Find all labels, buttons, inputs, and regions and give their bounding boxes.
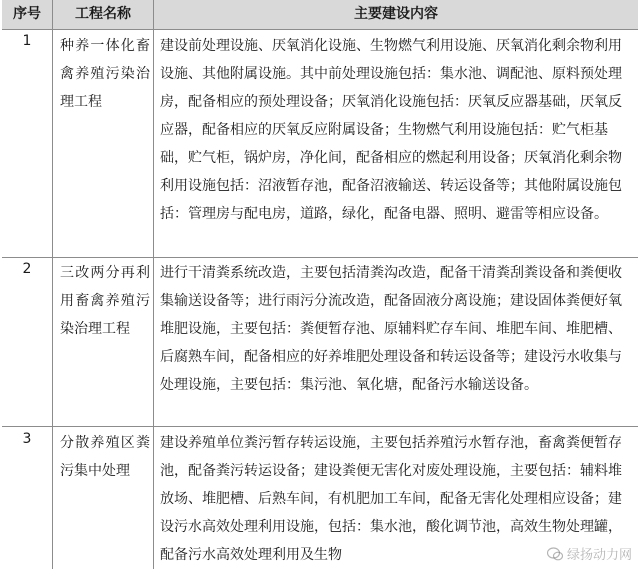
column-divider (52, 0, 53, 569)
header-index: 序号 (13, 6, 41, 22)
row-content: 建设养殖单位粪污暂存转运设施，主要包括养殖污水暂存池，畜禽粪便暂存池，配备粪污转运设备；建设粪便无害化对废处理设施，主要包括：辅料堆放场、堆肥槽、后熟车间，有机肥加工车间，配备无害化处理相应设备；建设污水高效处理利用设施，包括：集水池，酸化调节池，高效生物处理罐，配备污水高效处理利用及生物 (160, 435, 622, 563)
watermark-text: 绿扬动力网 (566, 548, 632, 563)
row-content: 进行干清粪系统改造，主要包括清粪沟改造，配备干清粪刮粪设备和粪便收集输送设备等；进行雨污分流改造，配备固液分离设施；建设固体粪便好氧堆肥设施，主要包括：粪便暂存池、原辅料贮存车间、堆肥车间、堆肥槽、后腐熟车间，配备相应的好养堆肥处理设备和转运设备等；建设污水收集与处理设施，主要包括：集污池、氧化塘，配备污水输送设备。 (160, 265, 622, 393)
column-divider (153, 0, 154, 569)
header-main-content: 主要建设内容 (354, 6, 438, 22)
row-project-name: 种养一体化畜禽养殖污染治理工程 (60, 38, 150, 110)
row-index: 2 (22, 261, 32, 277)
row-divider (2, 257, 638, 258)
construction-table (2, 0, 638, 569)
watermark (547, 544, 632, 563)
row-project-name: 三改两分再利用畜禽养殖污染治理工程 (60, 265, 150, 337)
wechat-bubble-icon (547, 547, 563, 561)
header-project-name: 工程名称 (75, 6, 131, 22)
row-divider (2, 426, 638, 427)
row-index: 3 (22, 431, 32, 447)
row-index: 1 (22, 33, 32, 49)
row-content: 建设前处理设施、厌氧消化设施、生物燃气利用设施、厌氧消化剩余物利用设施、其他附属设施。其中前处理设施包括：集水池、调配池、原料预处理房，配备相应的预处理设备；厌氧消化设施包括：厌氧反应器基础，厌氧反应器，配备相应的厌氧反应附属设备；生物燃气利用设施包括：贮气柜基础，贮气柜，锅炉房，净化间，配备相应的燃起利用设备；厌氧消化剩余物利用设施包括：沼液暂存池，配备沼液输送、转运设备等；其他附属设施包括：管理房与配电房，道路，绿化，配备电器、照明、避雷等相应设备。 (160, 38, 622, 222)
row-project-name: 分散养殖区粪污集中处理 (60, 435, 150, 479)
